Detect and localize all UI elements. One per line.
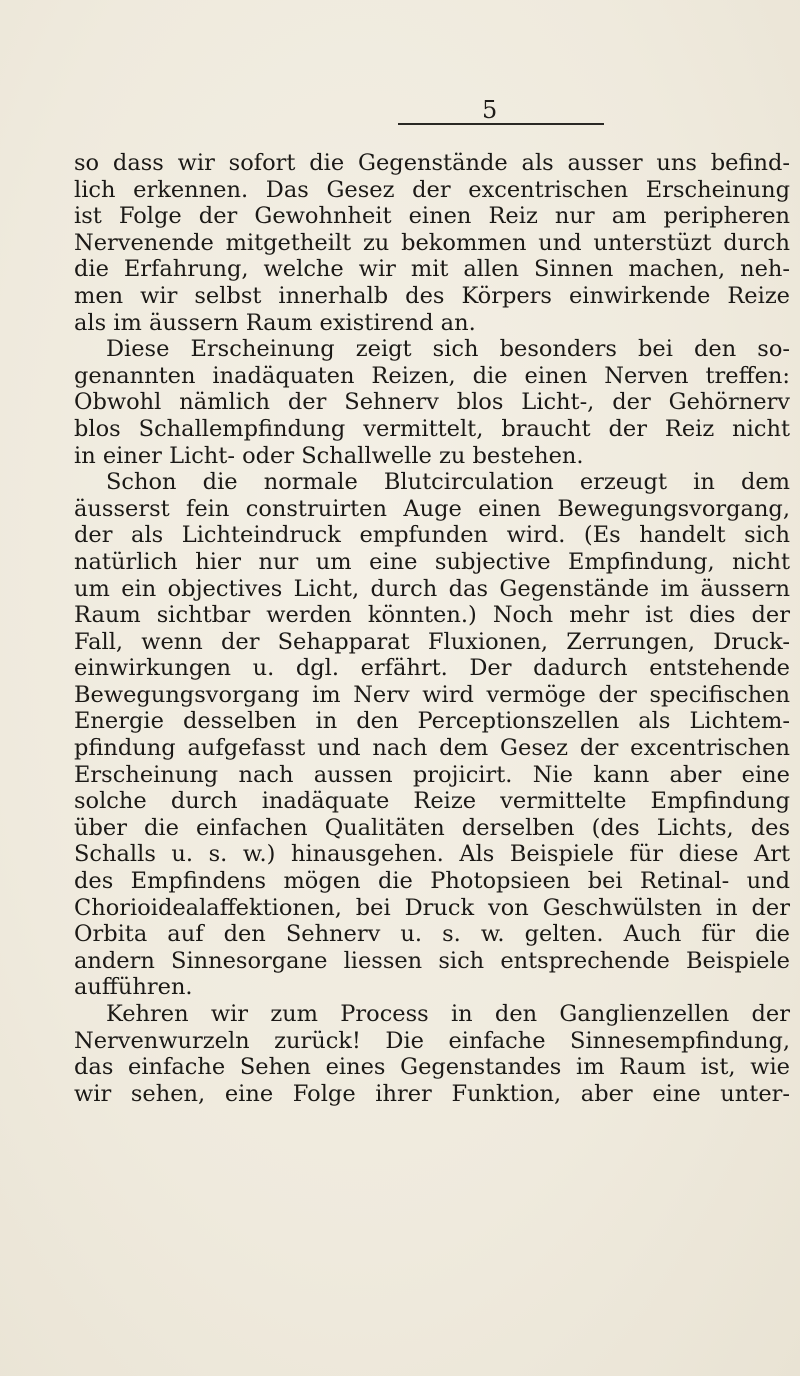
text-line: Obwohl nämlich der Sehnerv blos Licht-, der Gehörnerv [74, 389, 790, 416]
text-line: men wir selbst innerhalb des Körpers einwirkende Reize [74, 282, 790, 309]
paragraph [74, 336, 790, 469]
text-line: andern Sinnesorgane liessen sich entsprechende Beispiele [74, 947, 790, 974]
text-line: so dass wir sofort die Gegenstände als ausser uns befind- [74, 150, 790, 176]
page-number: 5 [482, 96, 498, 124]
text-line: Nervenwurzeln zurück! Die einfache Sinnesempfindung, [74, 1027, 790, 1054]
text-line: ist Folge der Gewohnheit einen Reiz nur am peripheren [74, 203, 790, 230]
text-line: Fall, wenn der Sehapparat Fluxionen, Zerrungen, Druck- [74, 628, 790, 655]
text-line: Kehren wir zum Process in den Ganglienzellen der [106, 1001, 790, 1027]
text-line: Chorioidealaffektionen, bei Druck von Geschwülsten in der [74, 894, 790, 921]
text-line: lich erkennen. Das Gesez der excentrischen Erscheinung [74, 176, 790, 203]
text-line: das einfache Sehen eines Gegenstandes im Raum ist, wie [74, 1054, 790, 1081]
text-line: einwirkungen u. dgl. erfährt. Der dadurch entstehende [74, 655, 790, 682]
text-line: der als Lichteindruck empfunden wird. (Es handelt sich [74, 522, 790, 549]
text-line: pfindung aufgefasst und nach dem Gesez der excentrischen [74, 735, 790, 762]
text-line: Bewegungsvorgang im Nerv wird vermöge der specifischen [74, 681, 790, 708]
text-line: als im äussern Raum existirend an. [74, 309, 476, 336]
header-rule [398, 123, 604, 125]
text-line: äusserst fein construirten Auge einen Bewegungsvorgang, [74, 495, 790, 522]
text-line: Schalls u. s. w.) hinausgehen. Als Beispiele für diese Art [74, 841, 790, 868]
text-line: Nervenende mitgetheilt zu bekommen und unterstüzt durch [74, 229, 790, 256]
paragraph [74, 1001, 790, 1107]
text-line: um ein objectives Licht, durch das Gegenstände im äussern [74, 575, 790, 602]
text-line: des Empfindens mögen die Photopsieen bei Retinal- und [74, 868, 790, 895]
paragraph [74, 150, 790, 336]
text-line: Schon die normale Blutcirculation erzeugt in dem [106, 469, 790, 496]
text-line: wir sehen, eine Folge ihrer Funktion, aber eine unter- [74, 1080, 790, 1107]
text-line: genannten inadäquaten Reizen, die einen Nerven treffen: [74, 362, 790, 389]
text-line: solche durch inadäquate Reize vermittelte Empfindung [74, 788, 790, 815]
text-line: über die einfachen Qualitäten derselben (des Lichts, des [74, 814, 790, 841]
text-line: Raum sichtbar werden könnten.) Noch mehr ist dies der [74, 602, 790, 629]
text-line: Energie desselben in den Perceptionszellen als Lichtem- [74, 708, 790, 735]
text-line: natürlich hier nur um eine subjective Empfindung, nicht [74, 548, 790, 575]
text-line: Diese Erscheinung zeigt sich besonders bei den so- [106, 336, 790, 363]
paragraph [74, 469, 790, 1001]
text-line: in einer Licht- oder Schallwelle zu bestehen. [74, 442, 584, 469]
text-line: blos Schallempfindung vermittelt, braucht der Reiz nicht [74, 415, 790, 442]
text-line: Orbita auf den Sehnerv u. s. w. gelten. Auch für die [74, 921, 790, 948]
text-line: aufführen. [74, 974, 193, 1001]
body-text [74, 150, 790, 1107]
text-line: die Erfahrung, welche wir mit allen Sinnen machen, neh- [74, 256, 790, 283]
text-line: Erscheinung nach aussen projicirt. Nie kann aber eine [74, 761, 790, 788]
